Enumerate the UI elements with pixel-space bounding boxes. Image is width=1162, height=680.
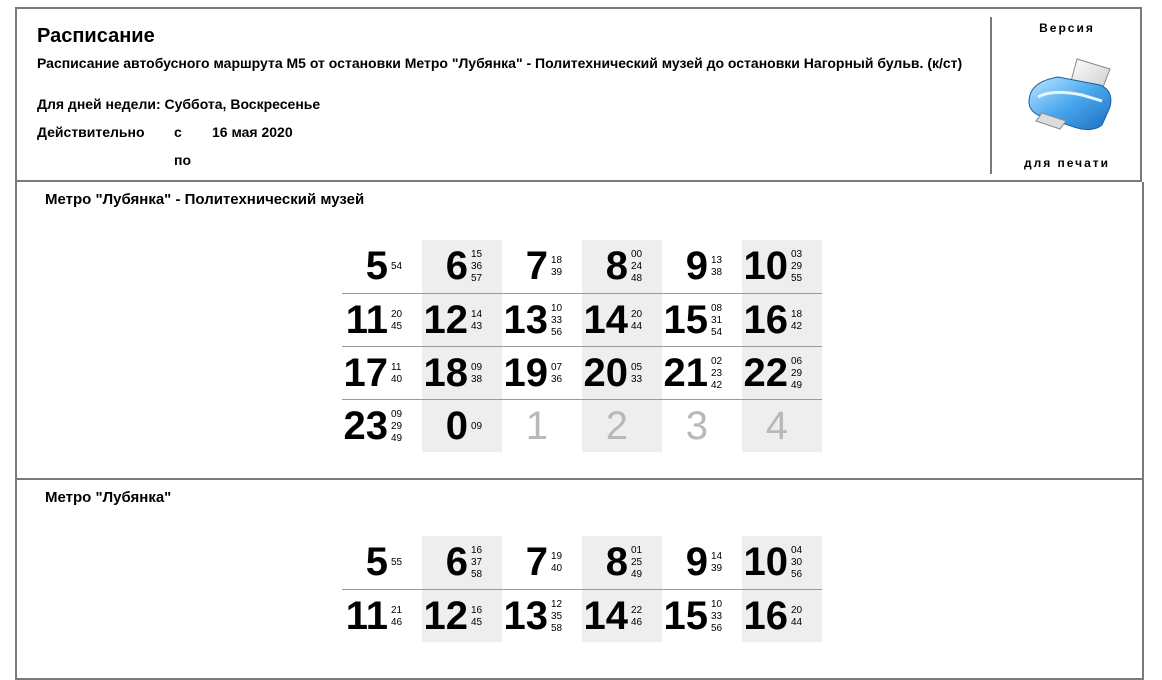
minutes-list	[551, 590, 562, 643]
minute-value: 56	[551, 326, 563, 338]
minute-value: 45	[471, 616, 483, 628]
hour-cell	[582, 346, 662, 399]
minute-value: 25	[631, 556, 643, 568]
minute-value: 33	[711, 610, 723, 622]
minute-value: 54	[391, 260, 403, 272]
hour-cell	[502, 240, 582, 293]
minute-value: 13	[711, 254, 723, 266]
minute-value: 22	[631, 604, 643, 616]
minute-value: 39	[551, 266, 563, 278]
hour-cell	[502, 589, 582, 642]
hour-cell	[662, 346, 742, 399]
minute-value: 05	[631, 361, 643, 373]
hour-label: 15	[663, 594, 708, 638]
printer-icon[interactable]	[1022, 55, 1112, 135]
minute-value: 39	[711, 562, 723, 574]
hour-cell	[342, 589, 422, 642]
minute-value: 44	[791, 616, 803, 628]
hour-label: 8	[605, 244, 628, 288]
minute-value: 01	[631, 544, 643, 556]
hour-label: 21	[663, 351, 708, 395]
hour-label: 5	[365, 244, 388, 288]
valid-from-date: 16 мая 2020	[212, 124, 293, 140]
minute-value: 16	[471, 544, 483, 556]
hour-label: 9	[685, 540, 708, 584]
hour-label: 16	[743, 594, 788, 638]
print-version-label-top[interactable]: Версия	[1039, 21, 1095, 35]
minutes-list	[391, 400, 402, 453]
minutes-list	[711, 536, 722, 589]
minute-value: 42	[791, 320, 803, 332]
minutes-list	[791, 590, 802, 643]
minutes-list	[631, 240, 642, 293]
valid-label: Действительно	[37, 124, 145, 140]
hour-cell	[422, 536, 502, 589]
minute-value: 40	[551, 562, 563, 574]
minute-value: 04	[791, 544, 803, 556]
minute-value: 29	[791, 260, 803, 272]
minute-value: 37	[471, 556, 483, 568]
minutes-list	[551, 536, 562, 589]
minute-value: 42	[711, 379, 723, 391]
hour-label: 22	[743, 351, 788, 395]
minute-value: 38	[471, 373, 483, 385]
minute-value: 58	[471, 568, 483, 580]
minute-value: 57	[471, 272, 483, 284]
minutes-list	[631, 536, 642, 589]
minute-value: 46	[391, 616, 403, 628]
hour-cell	[582, 293, 662, 346]
minute-value: 36	[551, 373, 563, 385]
minutes-list	[711, 294, 722, 347]
minute-value: 24	[631, 260, 643, 272]
hour-label: 11	[345, 594, 388, 638]
minutes-list	[391, 536, 402, 589]
minutes-list	[471, 240, 482, 293]
hour-label: 4	[765, 404, 788, 448]
minute-value: 12	[551, 598, 563, 610]
minute-value: 36	[471, 260, 483, 272]
minutes-list	[711, 347, 722, 400]
header-divider	[990, 17, 992, 174]
hour-label: 14	[583, 594, 628, 638]
page-title: Расписание	[37, 25, 155, 47]
hour-label: 19	[503, 351, 548, 395]
hour-cell	[342, 399, 422, 452]
minutes-list	[631, 590, 642, 643]
hour-label: 5	[365, 540, 388, 584]
minute-value: 20	[631, 308, 643, 320]
hour-cell	[502, 399, 582, 452]
hour-cell	[662, 399, 742, 452]
hour-label: 6	[445, 540, 468, 584]
hour-cell	[662, 589, 742, 642]
minute-value: 21	[391, 604, 403, 616]
minutes-list	[471, 536, 482, 589]
minute-value: 19	[551, 550, 563, 562]
hour-label: 7	[525, 244, 548, 288]
minute-value: 43	[471, 320, 483, 332]
minute-value: 09	[471, 361, 483, 373]
minute-value: 03	[791, 248, 803, 260]
hour-cell	[742, 589, 822, 642]
minutes-list	[471, 347, 482, 400]
minutes-list	[391, 240, 402, 293]
hour-cell	[342, 536, 422, 589]
minute-value: 18	[791, 308, 803, 320]
minute-value: 33	[551, 314, 563, 326]
minute-value: 49	[631, 568, 643, 580]
minute-value: 49	[791, 379, 803, 391]
hour-cell	[502, 536, 582, 589]
valid-from-label: с	[174, 124, 182, 140]
minutes-list	[711, 240, 722, 293]
minutes-list	[471, 590, 482, 643]
minute-value: 07	[551, 361, 563, 373]
hour-cell	[582, 240, 662, 293]
hour-label: 10	[743, 540, 788, 584]
minutes-list	[551, 240, 562, 293]
minute-value: 14	[471, 308, 483, 320]
hour-label: 8	[605, 540, 628, 584]
hour-cell	[742, 536, 822, 589]
hour-label: 10	[743, 244, 788, 288]
valid-to-label: по	[174, 152, 192, 168]
minute-value: 10	[551, 302, 563, 314]
minute-value: 54	[711, 326, 723, 338]
hour-cell	[422, 399, 502, 452]
hour-cell	[422, 346, 502, 399]
minutes-list	[471, 294, 482, 347]
stop-title: Метро "Лубянка"	[45, 489, 172, 506]
minute-value: 49	[391, 432, 403, 444]
minute-value: 29	[391, 420, 403, 432]
minutes-list	[391, 347, 402, 400]
minute-value: 56	[711, 622, 723, 634]
minute-value: 02	[711, 355, 723, 367]
hour-label: 20	[583, 351, 628, 395]
hour-label: 11	[345, 298, 388, 342]
minutes-list	[551, 294, 562, 347]
hour-cell	[742, 240, 822, 293]
hour-cell	[422, 240, 502, 293]
hour-label: 23	[343, 404, 388, 448]
minute-value: 31	[711, 314, 723, 326]
hour-label: 17	[343, 351, 388, 395]
hour-label: 18	[423, 351, 468, 395]
minutes-list	[391, 590, 402, 643]
minute-value: 38	[711, 266, 723, 278]
hour-cell	[342, 293, 422, 346]
hour-label: 0	[445, 404, 468, 448]
minute-value: 35	[551, 610, 563, 622]
minute-value: 48	[631, 272, 643, 284]
hour-cell	[662, 536, 742, 589]
hour-label: 6	[445, 244, 468, 288]
minutes-list	[791, 240, 802, 293]
minute-value: 18	[551, 254, 563, 266]
minute-value: 44	[631, 320, 643, 332]
header-panel	[15, 7, 1142, 182]
minute-value: 09	[471, 420, 483, 432]
minute-value: 30	[791, 556, 803, 568]
hour-cell	[342, 346, 422, 399]
hour-label: 12	[423, 298, 468, 342]
minute-value: 40	[391, 373, 403, 385]
hour-cell	[662, 293, 742, 346]
minute-value: 11	[391, 361, 402, 373]
minutes-list	[791, 294, 802, 347]
hour-cell	[422, 589, 502, 642]
minute-value: 46	[631, 616, 643, 628]
minute-value: 09	[391, 408, 403, 420]
print-version-label-bottom[interactable]: для печати	[1023, 156, 1111, 170]
minutes-list	[631, 294, 642, 347]
minute-value: 20	[391, 308, 403, 320]
minutes-list	[791, 536, 802, 589]
hour-label: 13	[503, 594, 548, 638]
minutes-list	[551, 347, 562, 400]
minutes-list	[471, 400, 482, 453]
route-description: Расписание автобусного маршрута М5 от остановки Метро "Лубянка" - Политехнический музей до остановки Нагорный бульв. (к/ст)	[37, 55, 963, 71]
hour-label: 3	[685, 404, 708, 448]
hour-cell	[742, 293, 822, 346]
minute-value: 06	[791, 355, 803, 367]
minute-value: 00	[631, 248, 643, 260]
minute-value: 58	[551, 622, 563, 634]
hour-label: 14	[583, 298, 628, 342]
hour-cell	[342, 240, 422, 293]
minute-value: 10	[711, 598, 723, 610]
minutes-list	[791, 347, 802, 400]
hour-label: 13	[503, 298, 548, 342]
hour-label: 1	[525, 404, 548, 448]
hour-cell	[742, 399, 822, 452]
hour-cell	[582, 589, 662, 642]
hour-label: 15	[663, 298, 708, 342]
minutes-list	[391, 294, 402, 347]
hour-cell	[422, 293, 502, 346]
weekdays-info: Для дней недели: Суббота, Воскресенье	[37, 96, 321, 112]
minute-value: 55	[391, 556, 403, 568]
hour-cell	[742, 346, 822, 399]
minute-value: 20	[791, 604, 803, 616]
hour-cell	[582, 399, 662, 452]
hour-cell	[502, 346, 582, 399]
minute-value: 08	[711, 302, 723, 314]
minutes-list	[631, 347, 642, 400]
hour-label: 9	[685, 244, 708, 288]
minute-value: 55	[791, 272, 803, 284]
minute-value: 33	[631, 373, 643, 385]
minute-value: 14	[711, 550, 723, 562]
schedule-section-lubyanka	[15, 480, 1144, 680]
schedule-section-polytechnic	[15, 182, 1144, 480]
minute-value: 23	[711, 367, 723, 379]
hour-cell	[582, 536, 662, 589]
hour-cell	[502, 293, 582, 346]
minutes-list	[711, 590, 722, 643]
hour-cell	[662, 240, 742, 293]
minute-value: 45	[391, 320, 403, 332]
minute-value: 56	[791, 568, 803, 580]
hour-label: 7	[525, 540, 548, 584]
hour-label: 16	[743, 298, 788, 342]
hour-label: 2	[605, 404, 628, 448]
minute-value: 15	[471, 248, 483, 260]
minute-value: 29	[791, 367, 803, 379]
minute-value: 16	[471, 604, 483, 616]
hour-label: 12	[423, 594, 468, 638]
stop-title: Метро "Лубянка" - Политехнический музей	[45, 191, 365, 208]
